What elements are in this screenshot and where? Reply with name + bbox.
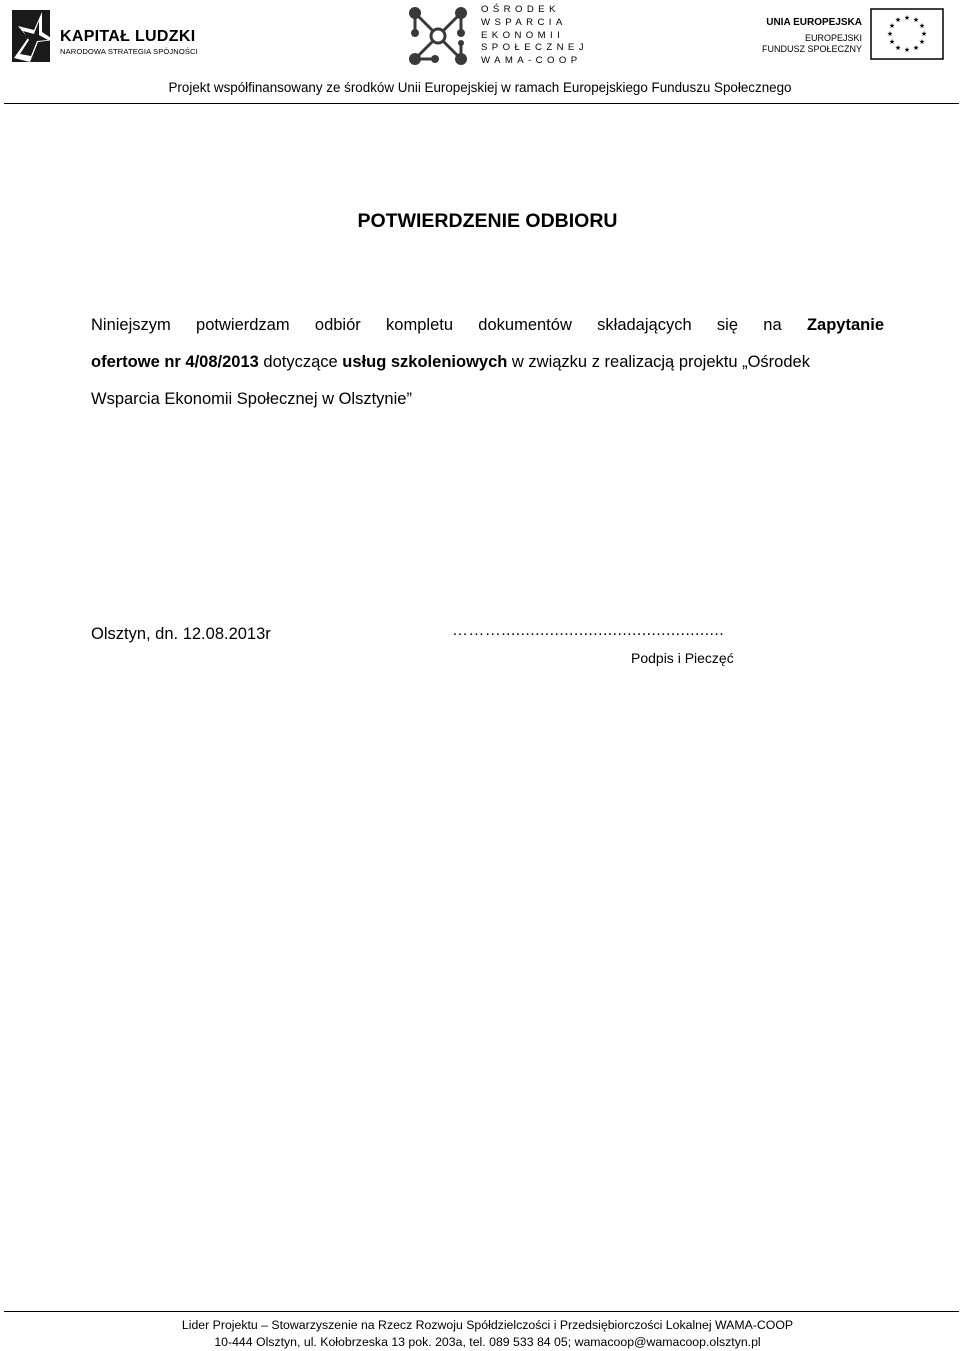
kapital-ludzki-star-icon [8, 6, 58, 66]
svg-text:★: ★ [903, 46, 911, 54]
svg-text:★: ★ [888, 22, 896, 30]
svg-text:★: ★ [918, 38, 926, 46]
kapital-ludzki-logo [8, 6, 198, 66]
footer-contact: 10-444 Olsztyn, ul. Kołobrzeska 13 pok. 203a, tel. 089 533 84 05; wamacoop@wamacoop.olsztyn.pl [214, 1335, 761, 1349]
eu-logo-line2: EUROPEJSKI [804, 33, 862, 43]
paragraph-line-2: ofertowe nr 4/08/2013 dotyczące usług szkoleniowych w związku z realizacją projektu „Ośrodek [91, 353, 810, 371]
svg-text:★: ★ [903, 14, 911, 22]
signature-line: ……….............................................. [452, 622, 725, 639]
kapital-ludzki-subtitle: NARODOWA STRATEGIA SPÓJNOŚCI [60, 47, 198, 56]
svg-text:★: ★ [918, 22, 926, 30]
confirmation-paragraph [91, 307, 884, 418]
eu-logo-line1: UNIA EUROPEJSKA [766, 17, 862, 28]
svg-text:★: ★ [920, 30, 928, 38]
eu-flag-icon [870, 8, 944, 60]
header-divider [4, 103, 959, 104]
svg-text:★: ★ [912, 44, 920, 52]
document-title: POTWIERDZENIE ODBIORU [357, 210, 618, 232]
kapital-ludzki-title: KAPITAŁ LUDZKI [60, 28, 196, 45]
owes-logo-text: OŚRODEK WSPARCIA EKONOMII SPOŁECZNEJ WAMA-COOP [481, 4, 588, 67]
svg-text:★: ★ [886, 30, 894, 38]
svg-text:★: ★ [888, 38, 896, 46]
eu-logo-line3: FUNDUSZ SPOŁECZNY [761, 44, 862, 54]
place-and-date: Olsztyn, dn. 12.08.2013r [91, 625, 271, 643]
signature-label: Podpis i Pieczęć [631, 650, 734, 666]
paragraph-line-3: Wsparcia Ekonomii Społecznej w Olsztynie” [91, 390, 412, 408]
svg-text:★: ★ [912, 16, 920, 24]
cofinancing-note: Projekt współfinansowany ze środków Unii Europejskiej w ramach Europejskiego Funduszu Społecznego [168, 80, 792, 95]
owes-network-icon [405, 3, 471, 69]
paragraph-line-1: Niniejszym potwierdzam odbiór kompletu dokumentów składających się na Zapytanie [91, 316, 884, 334]
footer-divider [4, 1311, 959, 1312]
eu-logo [760, 8, 950, 62]
owes-logo [405, 3, 588, 69]
svg-text:★: ★ [894, 16, 902, 24]
footer-leader: Lider Projektu – Stowarzyszenie na Rzecz Rozwoju Spółdzielczości i Przedsiębiorczości Lokalnej WAMA-COOP [181, 1318, 794, 1332]
svg-text:★: ★ [894, 44, 902, 52]
